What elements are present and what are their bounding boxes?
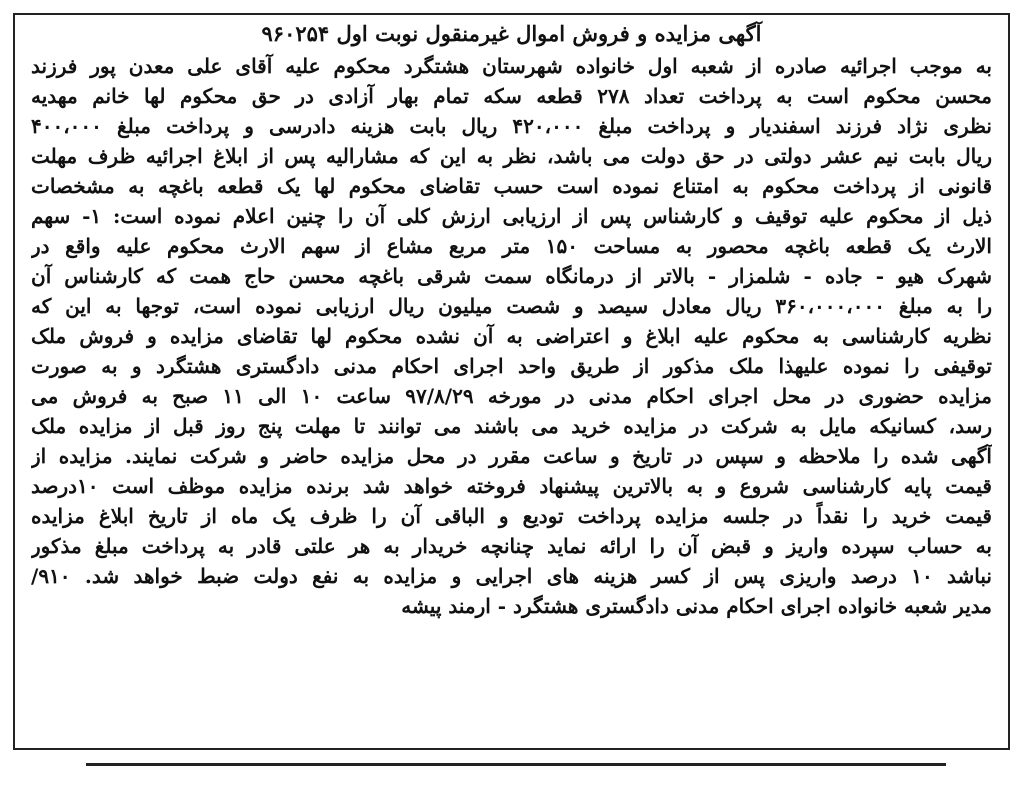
notice-line: به موجب اجرائیه صادره از شعبه اول خانواده شهرستان هشتگرد محکوم علیه آقای علی معدن پور فرزند (31, 54, 992, 78)
notice-line: قیمت خرید را نقداً در جلسه مزایده پرداخت تودیع و الباقی آن را ظرف یک ماه از تاریخ ابلاغ مزایده (31, 504, 992, 528)
notice-line: آگهی شده را ملاحظه و سپس در تاریخ و ساعت مقرر در محل مزایده حاضر و شرکت نمایند. مزایده از (31, 444, 992, 468)
notice-line: را به مبلغ ۳۶۰،۰۰۰،۰۰۰ ریال معادل سیصد و شصت میلیون ریال ارزیابی نموده است، توجها به این که (31, 294, 992, 318)
notice-line: نباشد ۱۰ درصد واریزی پس از کسر هزینه های اجرایی و مزایده به نفع دولت ضبط خواهد شد. ۹۱۰/ (31, 564, 992, 588)
notice-line: نظری نژاد فرزند اسفندیار و پرداخت مبلغ ۴۲۰،۰۰۰ ریال بابت هزینه دادرسی و پرداخت مبلغ ۴۰۰،۰۰۰ (31, 114, 992, 138)
notice-line: مزایده حضوری در محل اجرای احکام مدنی در مورخه ۹۷/۸/۲۹ ساعت ۱۰ الی ۱۱ صبح به فروش می (31, 384, 992, 408)
notice-line: رسد، کسانیکه مایل به شرکت در مزایده خرید می باشند می توانند تا مهلت پنج روز قبل از مزایده ملک (31, 414, 992, 438)
notice-line: نظریه کارشناسی به محکوم علیه ابلاغ و اعتراضی به آن نشده محکوم لها تقاضای مزایده و فروش ملک (31, 324, 992, 348)
bottom-divider (86, 763, 946, 766)
auction-notice (13, 13, 1010, 750)
notice-body (31, 51, 992, 621)
notice-line: شهرک هیو - جاده - شلمزار - بالاتر از درمانگاه سمت شرقی باغچه محسن حاج همت که کارشناس آن (31, 264, 992, 288)
notice-line: قانونی از پرداخت محکوم به امتناع نموده است حسب تقاضای محکوم لها یک قطعه باغچه به مشخصات (31, 174, 992, 198)
notice-line: محسن محکوم است به پرداخت تعداد ۲۷۸ قطعه سکه تمام بهار آزادی در حق محکوم لها خانم مهدیه (31, 84, 992, 108)
notice-line: ریال بابت نیم عشر دولتی در حق دولت می باشد، نظر به این که مشارالیه پس از ابلاغ اجرائیه ظرف مهلت (31, 144, 992, 168)
notice-line: ذیل از محکوم علیه توقیف و کارشناس پس از ارزیابی ارزش کلی آن را چنین اعلام نموده است: ۱- سهم (31, 204, 992, 228)
notice-line: قیمت پایه کارشناسی شروع و به بالاترین پیشنهاد فروخته خواهد شد برنده مزایده موظف است ۱۰درصد (31, 474, 992, 498)
notice-line: الارث یک قطعه باغچه محصور به مساحت ۱۵۰ متر مربع مشاع از سهم الارث محکوم علیه واقع در (31, 234, 992, 258)
notice-line: توقیفی را نموده علیهذا ملک مذکور از طریق واحد اجرای احکام مدنی دادگستری هشتگرد و به صورت (31, 354, 992, 378)
notice-line: به حساب سپرده واریز و قبض آن را ارائه نماید چنانچه خریدار به هر علتی قادر به پرداخت مبلغ مذکور (31, 534, 992, 558)
notice-signature: مدیر شعبه خانواده اجرای احکام مدنی دادگستری هشتگرد - ارمند پیشه (401, 594, 992, 618)
notice-title: آگهی مزایده و فروش اموال غیرمنقول نوبت اول ۹۶۰۲۵۴ (261, 21, 762, 46)
